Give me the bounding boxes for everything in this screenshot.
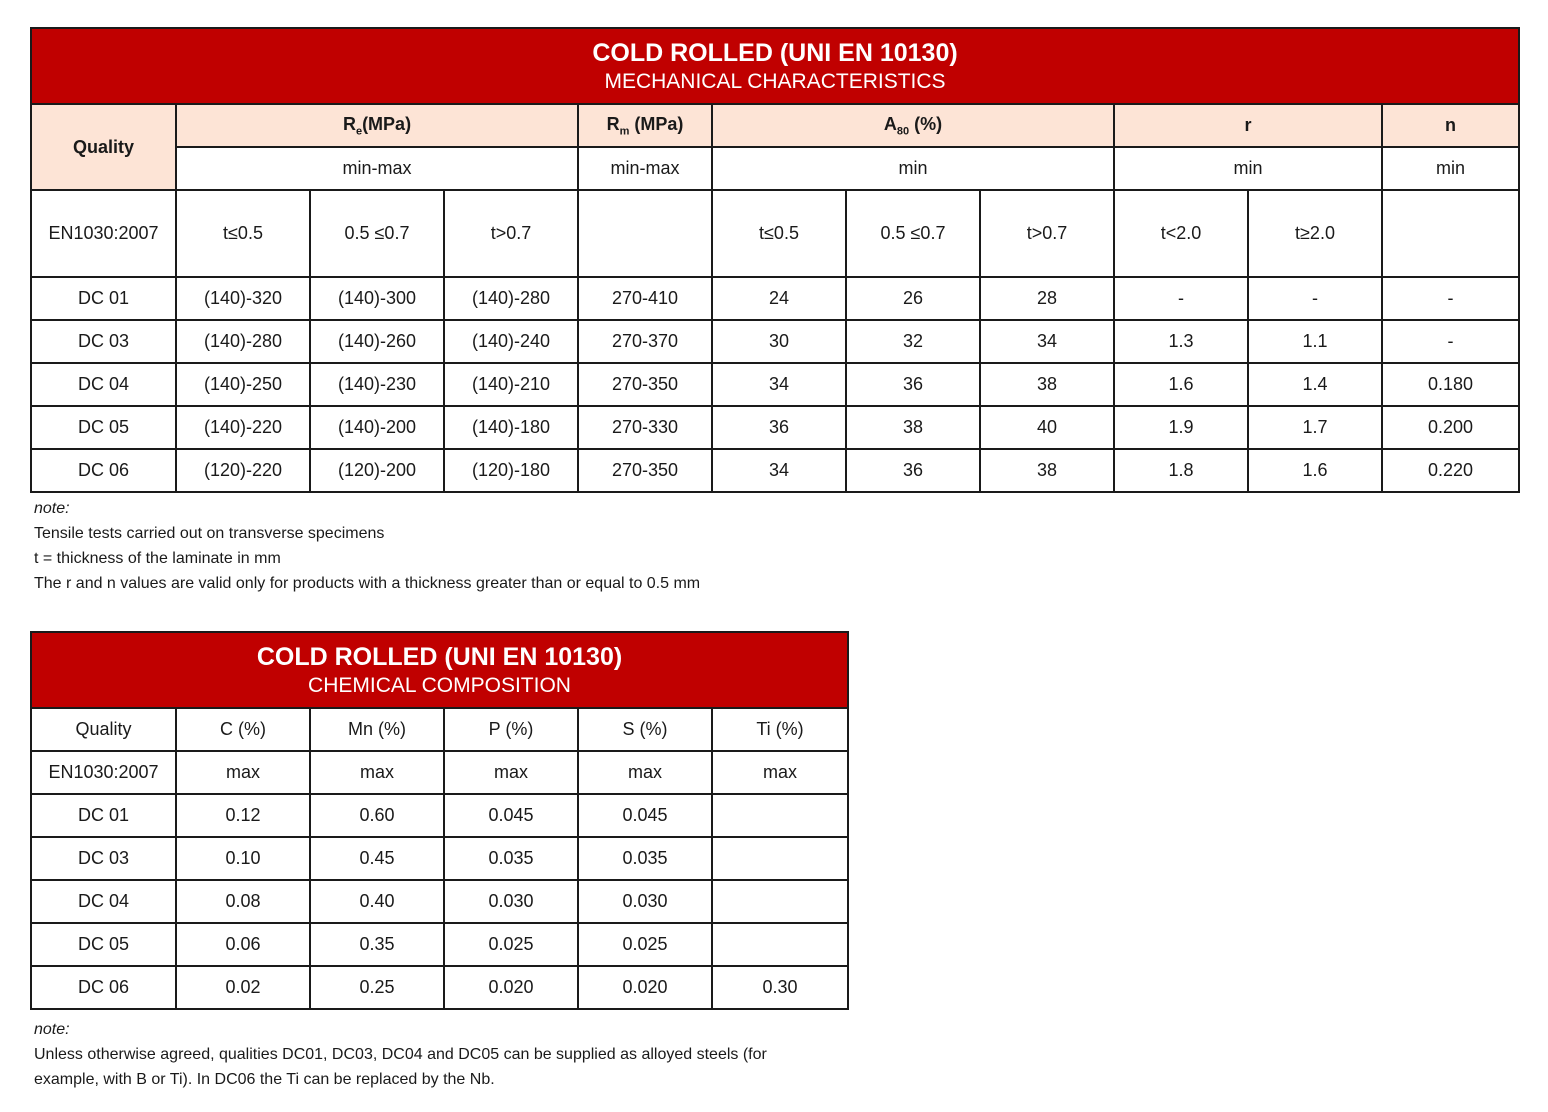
table-cell: 0.60 bbox=[310, 794, 444, 837]
table-cell: 0.35 bbox=[310, 923, 444, 966]
table-cell: max bbox=[712, 751, 848, 794]
quality-cell: DC 01 bbox=[31, 277, 176, 320]
quality-cell: DC 05 bbox=[31, 406, 176, 449]
table-cell: (140)-240 bbox=[444, 320, 578, 363]
quality-cell: DC 04 bbox=[31, 880, 176, 923]
table-cell: (140)-220 bbox=[176, 406, 310, 449]
table-row bbox=[31, 363, 1519, 406]
table-cell bbox=[712, 837, 848, 880]
table-cell: 0.200 bbox=[1382, 406, 1519, 449]
table-cell: - bbox=[1382, 277, 1519, 320]
table-row bbox=[31, 966, 848, 1009]
note-line: The r and n values are valid only for products with a thickness greater than or equal to 0.5 mm bbox=[34, 575, 701, 592]
table-cell: 34 bbox=[712, 363, 846, 406]
header-quality: Quality bbox=[31, 708, 176, 751]
table-cell: 1.6 bbox=[1248, 449, 1382, 492]
table-cell: 270-350 bbox=[578, 363, 712, 406]
table-cell: 0.45 bbox=[310, 837, 444, 880]
table-cell: 270-350 bbox=[578, 449, 712, 492]
table-cell: 0.30 bbox=[712, 966, 848, 1009]
table-cell: 0.06 bbox=[176, 923, 310, 966]
table-cell: 0.5 ≤0.7 bbox=[846, 190, 980, 277]
table-cell: t≤0.5 bbox=[712, 190, 846, 277]
table-cell: EN1030:2007 bbox=[31, 751, 176, 794]
table-cell: 270-410 bbox=[578, 277, 712, 320]
table-cell bbox=[712, 923, 848, 966]
table-cell: 0.030 bbox=[444, 880, 578, 923]
table-cell bbox=[1382, 190, 1519, 277]
table-row bbox=[31, 923, 848, 966]
table-cell: (140)-300 bbox=[310, 277, 444, 320]
header-quality: Quality bbox=[31, 104, 176, 190]
note-line: t = thickness of the laminate in mm bbox=[34, 550, 281, 567]
chemical-rows bbox=[31, 751, 848, 1009]
table-cell: 0.12 bbox=[176, 794, 310, 837]
table-cell: 0.030 bbox=[578, 880, 712, 923]
limit-rm: min-max bbox=[578, 147, 712, 190]
table-cell: max bbox=[578, 751, 712, 794]
table-row bbox=[31, 320, 1519, 363]
header-ti: Ti (%) bbox=[712, 708, 848, 751]
quality-cell: DC 06 bbox=[31, 449, 176, 492]
header-s: S (%) bbox=[578, 708, 712, 751]
quality-cell: DC 05 bbox=[31, 923, 176, 966]
table-row bbox=[31, 406, 1519, 449]
table-cell: 30 bbox=[712, 320, 846, 363]
quality-cell: DC 06 bbox=[31, 966, 176, 1009]
quality-cell: DC 01 bbox=[31, 794, 176, 837]
table-cell: (140)-260 bbox=[310, 320, 444, 363]
table-cell: t>0.7 bbox=[444, 190, 578, 277]
header-c: C (%) bbox=[176, 708, 310, 751]
quality-cell: DC 03 bbox=[31, 320, 176, 363]
quality-cell: DC 03 bbox=[31, 837, 176, 880]
limit-n: min bbox=[1382, 147, 1519, 190]
table-cell: 0.220 bbox=[1382, 449, 1519, 492]
table-cell: (140)-280 bbox=[176, 320, 310, 363]
header-row bbox=[31, 708, 848, 751]
table-title: COLD ROLLED (UNI EN 10130) bbox=[256, 643, 623, 671]
header-a80: $A_{80}$ (%) bbox=[712, 104, 1114, 147]
table-cell: 1.9 bbox=[1114, 406, 1248, 449]
table-cell: 1.3 bbox=[1114, 320, 1248, 363]
standard-row bbox=[31, 751, 848, 794]
table-cell: (140)-320 bbox=[176, 277, 310, 320]
chemical-notes bbox=[34, 1017, 767, 1092]
table-cell: 26 bbox=[846, 277, 980, 320]
table-title-block bbox=[31, 28, 1519, 104]
header-p: P (%) bbox=[444, 708, 578, 751]
table-cell: 270-330 bbox=[578, 406, 712, 449]
table-cell: 36 bbox=[846, 363, 980, 406]
limit-r: min bbox=[1114, 147, 1382, 190]
table-cell: 0.020 bbox=[578, 966, 712, 1009]
table-cell: 38 bbox=[846, 406, 980, 449]
header-rm: $R_m$ (MPa) bbox=[578, 104, 712, 147]
mechanical-notes bbox=[34, 496, 700, 596]
table-cell: t≥2.0 bbox=[1248, 190, 1382, 277]
limit-a80: min bbox=[712, 147, 1114, 190]
table-cell: 36 bbox=[712, 406, 846, 449]
table-cell: max bbox=[310, 751, 444, 794]
header-re: $R_e(MPa)$ bbox=[176, 104, 578, 147]
table-row bbox=[31, 837, 848, 880]
table-title: COLD ROLLED (UNI EN 10130) bbox=[592, 39, 958, 67]
table-row bbox=[31, 277, 1519, 320]
table-cell: - bbox=[1248, 277, 1382, 320]
table-cell: 34 bbox=[712, 449, 846, 492]
table-cell: 0.5 ≤0.7 bbox=[310, 190, 444, 277]
table-cell: (120)-200 bbox=[310, 449, 444, 492]
table-cell: (140)-230 bbox=[310, 363, 444, 406]
table-cell bbox=[712, 794, 848, 837]
note-label: note: bbox=[34, 500, 70, 517]
header-mn: Mn (%) bbox=[310, 708, 444, 751]
note-line: example, with B or Ti). In DC06 the Ti can be replaced by the Nb. bbox=[34, 1071, 495, 1088]
table-cell: t>0.7 bbox=[980, 190, 1114, 277]
note-label: note: bbox=[34, 1021, 70, 1038]
table-cell: 270-370 bbox=[578, 320, 712, 363]
table-cell: max bbox=[176, 751, 310, 794]
header-n: n bbox=[1382, 104, 1519, 147]
table-cell: 1.7 bbox=[1248, 406, 1382, 449]
table-cell: 0.035 bbox=[444, 837, 578, 880]
table-cell: 0.025 bbox=[444, 923, 578, 966]
table-cell: 1.4 bbox=[1248, 363, 1382, 406]
table-cell bbox=[712, 880, 848, 923]
table-cell: (140)-280 bbox=[444, 277, 578, 320]
table-cell: - bbox=[1114, 277, 1248, 320]
table-cell: 0.25 bbox=[310, 966, 444, 1009]
mechanical-characteristics-table bbox=[30, 27, 1520, 493]
note-line: Tensile tests carried out on transverse specimens bbox=[34, 525, 385, 542]
table-cell: t≤0.5 bbox=[176, 190, 310, 277]
table-cell: (120)-180 bbox=[444, 449, 578, 492]
table-cell: (140)-200 bbox=[310, 406, 444, 449]
table-cell: 32 bbox=[846, 320, 980, 363]
table-title-block bbox=[31, 632, 848, 708]
table-cell: 0.08 bbox=[176, 880, 310, 923]
table-cell: 0.40 bbox=[310, 880, 444, 923]
table-row bbox=[31, 794, 848, 837]
table-cell: 1.8 bbox=[1114, 449, 1248, 492]
table-cell: 0.02 bbox=[176, 966, 310, 1009]
table-cell: 0.020 bbox=[444, 966, 578, 1009]
table-cell: 24 bbox=[712, 277, 846, 320]
header-r: r bbox=[1114, 104, 1382, 147]
table-cell bbox=[578, 190, 712, 277]
limit-re: min-max bbox=[176, 147, 578, 190]
table-subtitle: MECHANICAL CHARACTERISTICS bbox=[604, 70, 946, 93]
table-cell: (140)-210 bbox=[444, 363, 578, 406]
chemical-composition-table bbox=[30, 631, 849, 1010]
table-cell: 34 bbox=[980, 320, 1114, 363]
table-cell: 38 bbox=[980, 363, 1114, 406]
table-cell: 0.180 bbox=[1382, 363, 1519, 406]
table-cell: EN1030:2007 bbox=[31, 190, 176, 277]
table-cell: max bbox=[444, 751, 578, 794]
table-cell: 1.1 bbox=[1248, 320, 1382, 363]
table-cell: 40 bbox=[980, 406, 1114, 449]
table-subtitle: CHEMICAL COMPOSITION bbox=[308, 674, 571, 697]
mechanical-rows bbox=[31, 277, 1519, 492]
table-cell: t<2.0 bbox=[1114, 190, 1248, 277]
table-cell: (140)-250 bbox=[176, 363, 310, 406]
table-cell: 0.025 bbox=[578, 923, 712, 966]
standard-row bbox=[31, 190, 1519, 277]
quality-cell: DC 04 bbox=[31, 363, 176, 406]
table-cell: 0.10 bbox=[176, 837, 310, 880]
table-cell: (140)-180 bbox=[444, 406, 578, 449]
table-cell: 38 bbox=[980, 449, 1114, 492]
table-cell: 0.035 bbox=[578, 837, 712, 880]
table-cell: - bbox=[1382, 320, 1519, 363]
table-cell: 36 bbox=[846, 449, 980, 492]
table-cell: 1.6 bbox=[1114, 363, 1248, 406]
table-row bbox=[31, 880, 848, 923]
table-cell: 28 bbox=[980, 277, 1114, 320]
note-line: Unless otherwise agreed, qualities DC01, DC03, DC04 and DC05 can be supplied as alloyed steels (for bbox=[34, 1046, 767, 1063]
table-cell: (120)-220 bbox=[176, 449, 310, 492]
table-cell: 0.045 bbox=[444, 794, 578, 837]
table-cell: 0.045 bbox=[578, 794, 712, 837]
table-row bbox=[31, 449, 1519, 492]
